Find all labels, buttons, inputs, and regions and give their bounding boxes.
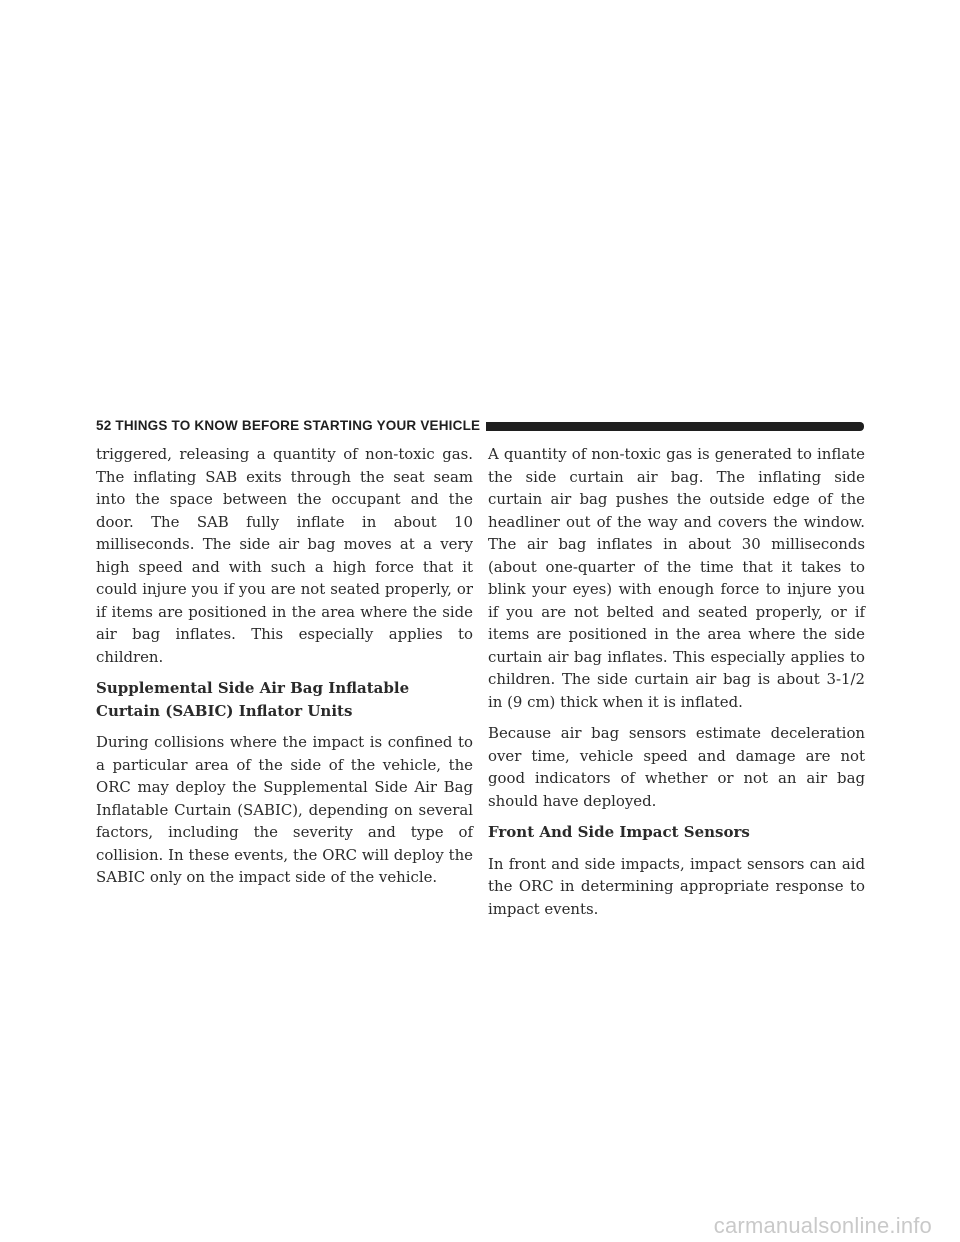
page-header <box>96 417 864 435</box>
left-paragraph-2: During collisions where the impact is confined to a particular area of the side of the vehicle, the ORC may deploy the Supplemental Side Air Bag Inflatable Curtain (SABIC), depending on several factors, including the severity and type of collision. In these events, the ORC will deploy the SABIC only on the impact side of the vehicle. <box>96 733 473 886</box>
watermark: carmanualsonline.info <box>713 1213 932 1238</box>
right-paragraph-3: In front and side impacts, impact sensors can aid the ORC in determining appropriate response to impact events. <box>488 854 865 918</box>
right-column <box>488 443 865 929</box>
right-paragraph-2: Because air bag sensors estimate deceleration over time, vehicle speed and damage are not good indicators of whether or not an air bag should have deployed. <box>488 724 865 810</box>
section-heading-sabic: Supplemental Side Air Bag Inflatable Curtain (SABIC) Inflator Units <box>96 679 410 720</box>
header-rule <box>486 422 864 431</box>
left-column <box>96 443 473 898</box>
right-paragraph-1: A quantity of non-toxic gas is generated to inflate the side curtain air bag. The inflating side curtain air bag pushes the outside edge of the headliner out of the way and covers the window. The air bag inflates in about 30 milliseconds (about one-quarter of the time that it takes to blink your eyes) with enough force to injure you if you are not belted and seated properly, or if items are positioned in the area where the side curtain air bag inflates. This especially applies to children. The side curtain air bag is about 3-1/2 in (9 cm) thick when it is inflated. <box>488 445 865 711</box>
left-paragraph-1: triggered, releasing a quantity of non-toxic gas. The inflating SAB exits through the seat seam into the space between the occupant and the door. The SAB fully inflate in about 10 milliseconds. The side air bag moves at a very high speed and with such a high force that it could injure you if you are not seated properly, or if items are positioned in the area where the side air bag inflates. This especially applies to children. <box>96 445 473 666</box>
page-header-title: 52 THINGS TO KNOW BEFORE STARTING YOUR VEHICLE <box>96 418 481 433</box>
section-heading-impact-sensors: Front And Side Impact Sensors <box>488 823 750 841</box>
